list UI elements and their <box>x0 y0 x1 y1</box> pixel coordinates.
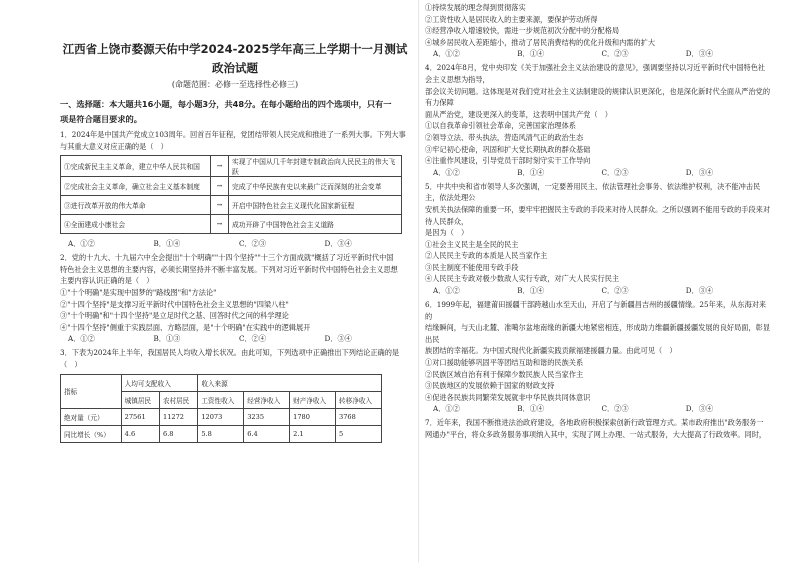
question-5 <box>425 181 770 297</box>
right-column <box>425 0 770 562</box>
option-c[interactable]: C．②③ <box>601 167 629 177</box>
table-cell: ④全面建成小康社会 <box>61 215 211 234</box>
statement-item: ③牢记初心使命，巩固和扩大党长期执政的群众基础 <box>425 144 591 154</box>
table-cell: 11272 <box>160 408 198 425</box>
statement-item: ③民主制度不能使用专政手段 <box>425 262 519 272</box>
table-cell: 成功开辟了中国特色社会主义道路 <box>229 215 402 234</box>
question-stem: 族团结的幸福花。为中国式现代化新疆实践贡献福建援疆力量。由此可见（ ） <box>425 346 677 356</box>
q1-table <box>60 155 402 234</box>
table-cell: 2.1 <box>290 425 336 442</box>
question-stem: 与其重大意义对应正确的是（ ） <box>60 141 168 151</box>
option-a[interactable]: A．①② <box>433 49 460 59</box>
question-stem: 5．中共中央和省市领导人多次强调，一定要善用民主、依法管理社会事务、依法维护权利，决不能冲击民主，依法处理公 <box>425 181 761 203</box>
statement-item: ①"十个明确"是实现中国梦的"路线图"和"方法论" <box>60 287 217 297</box>
question-7 <box>425 417 770 440</box>
table-cell: 1780 <box>290 408 336 425</box>
option-c[interactable]: C．②④ <box>239 334 267 344</box>
table-cell: ①完成新民主主义革命，建立中华人民共和国 <box>61 156 211 177</box>
question-stem: 安机关执法保障的重要一环，要牢牢把握民主专政的手段来对待人民群众。之所以强调不能用专政的手段来对待人民群众， <box>425 204 770 226</box>
question-stem: 3．下表为2024年上半年，我国居民人均收入增长状况。由此可知，下列选项中正确推出下列结论正确的是（ ） <box>60 348 400 369</box>
question-stem: 2．党的十九大、十九届六中全会提出"十个明确""十四个坚持""十三个方面成就"概括了习近平新时代中国 <box>60 253 394 263</box>
table-header: 经营净收入 <box>244 391 290 408</box>
option-b[interactable]: B．①③ <box>153 334 181 344</box>
q3-income-table <box>60 374 382 443</box>
table-header: 工资性收入 <box>198 391 244 408</box>
table-row <box>61 374 382 391</box>
answer-options <box>425 48 770 60</box>
question-stem: 1．2024年是中国共产党成立103周年。回首百年征程，党团结带领人民完成和推进了一系列大事。下列大事 <box>60 130 406 139</box>
table-cell: ②完成社会主义革命，确立社会主义基本制度 <box>61 177 211 196</box>
table-cell: 5 <box>336 425 382 442</box>
question-stem: 网通办"平台，将众多政务服务事项纳入其中，实现了网上办理、一站式服务，大大提高了行政效率。同时， <box>425 430 767 439</box>
table-cell: 开启中国特色社会主义现代化国家新征程 <box>229 196 402 215</box>
option-a[interactable]: A．①② <box>68 239 95 249</box>
section-header: 一、选择题：本大题共16小题，每小题3分，共48分。在每小题给出的四个选项中，只有一 项是符合题目要求的。 <box>60 99 392 124</box>
table-row <box>61 196 402 215</box>
statement-item: ①对口援助能够巩固平等团结互助和谐的民族关系 <box>425 358 584 368</box>
exam-subject: 政治试题 <box>212 61 258 75</box>
statement-item: ③"十个明确"和"十四个坚持"是立足时代之基、回答时代之问的科学理论 <box>60 311 289 321</box>
question-stem: 是因为（ ） <box>425 228 469 238</box>
table-row <box>61 177 402 196</box>
table-header: 农村居民 <box>160 391 198 408</box>
question-stem: 主要内容认识正确的是（ ） <box>60 276 154 286</box>
table-header: 指标 <box>61 374 122 408</box>
question-6 <box>425 299 770 415</box>
table-header: 财产净收入 <box>290 391 336 408</box>
table-cell: 6.8 <box>160 425 198 442</box>
table-cell: 3768 <box>336 408 382 425</box>
option-c[interactable]: C．②③ <box>239 239 267 249</box>
answer-options <box>425 167 770 179</box>
table-cell: 实现了中国从几千年封建专制政治向人民民主的伟大飞跃 <box>229 156 402 177</box>
statement-item: ④"十四个坚持"侧重于实践层面、方略层面，是"十个明确"在实践中的逻辑展开 <box>60 322 311 332</box>
table-row <box>61 156 402 177</box>
option-b[interactable]: B．①④ <box>517 167 545 177</box>
question-3-continued <box>425 2 770 60</box>
statement-item: ①以自我革命引领社会革命，完善国家治理体系 <box>425 121 576 131</box>
arrow-icon: → <box>211 196 229 215</box>
table-row <box>61 425 382 442</box>
statement-item: ②"十四个坚持"是支撑习近平新时代中国特色社会主义思想的"四梁八柱" <box>60 299 289 309</box>
statement-item: ①持续发展的理念得到贯彻落实 <box>425 3 526 12</box>
option-c[interactable]: C．②③ <box>601 404 629 414</box>
table-header: 收入来源 <box>198 374 382 391</box>
statement-item: ①社会主义民主是全民的民主 <box>425 239 519 249</box>
option-d[interactable]: D．③④ <box>685 49 714 59</box>
exam-title: 江西省上饶市婺源天佑中学2024-2025学年高三上学期十一月测试 <box>62 42 408 56</box>
option-d[interactable]: D．③④ <box>324 334 352 344</box>
arrow-icon: → <box>211 215 229 234</box>
question-stem: 4．2024年8月，党中央印发《关于加强社会主义法治建设的意见》，强调要坚持以习近平新时代中国特色社会主义思想为指导， <box>425 63 766 84</box>
arrow-icon: → <box>211 156 229 177</box>
statement-item: ②民族区域自治有利于保障少数民族人民当家作主 <box>425 369 584 379</box>
option-c[interactable]: C．②③ <box>601 49 629 59</box>
table-cell: 5.8 <box>198 425 244 442</box>
option-a[interactable]: A．①② <box>433 404 460 414</box>
statement-item: ③经营净收入增速较快，需进一步规范初次分配中的分配格局 <box>425 26 620 36</box>
table-row <box>61 215 402 234</box>
row-label: 绝对量（元） <box>61 408 122 425</box>
table-header: 转移净收入 <box>336 391 382 408</box>
option-a[interactable]: A．①② <box>433 286 460 296</box>
statement-item: ②人民民主专政的本质是人民当家作主 <box>425 251 548 261</box>
statement-item: ③民族地区的发展依赖于国家的财政支持 <box>425 381 555 391</box>
statement-item: ④注重作风建设，引导党员干部时刻守实干工作导向 <box>425 156 591 166</box>
answer-options <box>425 403 770 415</box>
option-d[interactable]: D．③④ <box>685 286 714 296</box>
question-stem: 面从严治党，建设更深入的变革，这表明中国共产党（ ） <box>425 109 612 119</box>
table-header: 城镇居民 <box>121 391 159 408</box>
option-d[interactable]: D．③④ <box>324 239 352 249</box>
answer-options <box>425 285 770 297</box>
option-b[interactable]: B．①④ <box>517 404 545 414</box>
scope-note: (命题范围：必修一至选择性必修三) <box>171 80 299 89</box>
option-b[interactable]: B．①④ <box>517 286 545 296</box>
statement-item: ④促进各民族共同繁荣发展就非中华民族共同体意识 <box>425 392 591 402</box>
arrow-icon: → <box>211 177 229 196</box>
question-stem: 7．近年来，我国不断推进法治政府建设，各地政府积极探索创新行政管理方式。某市政府推出"政务服务一 <box>425 418 764 428</box>
option-c[interactable]: C．②③ <box>601 286 629 296</box>
table-cell: 6.4 <box>244 425 290 442</box>
option-d[interactable]: D．③④ <box>685 167 714 177</box>
question-stem: 特色社会主义思想的主要内容，必须长期坚持并不断丰富发展。下列对习近平新时代中国特色社会主义思想 <box>60 264 398 274</box>
table-cell: 4.6 <box>121 425 159 442</box>
question-4 <box>425 62 770 178</box>
question-stem: 结缘瞬间，与天山北麓、准噶尔盆地南缘的新疆大地紧密相连，形成助力维疆新疆援疆发展的良好局面，彰显出民 <box>425 323 770 344</box>
column-divider <box>418 0 419 562</box>
table-cell: 27561 <box>121 408 159 425</box>
table-header: 人均可支配收入 <box>121 374 198 391</box>
question-stem: 6．1999年起，福建莆田援疆干部跨越山水至天山，开启了与新疆昌吉州的援疆情缘。25年来，从东海对来的 <box>425 300 767 321</box>
statement-item: ④城乡居民收入差距缩小，推动了居民消费结构的优化升级和内需的扩大 <box>425 37 656 47</box>
table-cell: 3235 <box>244 408 290 425</box>
option-b[interactable]: B．①④ <box>153 239 181 249</box>
row-label: 同比增长（%） <box>61 425 122 442</box>
statement-item: ②领导立法、带头执法，营造风清气正的政治生态 <box>425 132 584 142</box>
question-1 <box>60 129 410 250</box>
question-2 <box>60 252 410 345</box>
table-row <box>61 408 382 425</box>
option-b[interactable]: B．①④ <box>517 49 545 59</box>
option-d[interactable]: D．③④ <box>685 404 714 414</box>
statement-item: ②工资性收入是居民收入的主要来源，要保护劳动所得 <box>425 14 598 24</box>
question-3 <box>60 347 410 442</box>
answer-options <box>60 238 410 250</box>
option-a[interactable]: A．①② <box>433 167 460 177</box>
table-cell: 12073 <box>198 408 244 425</box>
question-stem: 部会议关切问题。这体现是对我们党对社会主义法制建设的规律认识更深化，也是深化新时代全面从严治党的有力保障 <box>425 86 770 108</box>
option-a[interactable]: A．①② <box>68 334 95 344</box>
statement-item: ④人民民主专政对极少数敌人实行专政，对广大人民实行民主 <box>425 274 620 284</box>
answer-options <box>60 333 410 345</box>
table-cell: ③进行改革开放的伟大革命 <box>61 196 211 215</box>
left-column <box>60 0 410 562</box>
table-cell: 完成了中华民族有史以来最广泛而深刻的社会变革 <box>229 177 402 196</box>
